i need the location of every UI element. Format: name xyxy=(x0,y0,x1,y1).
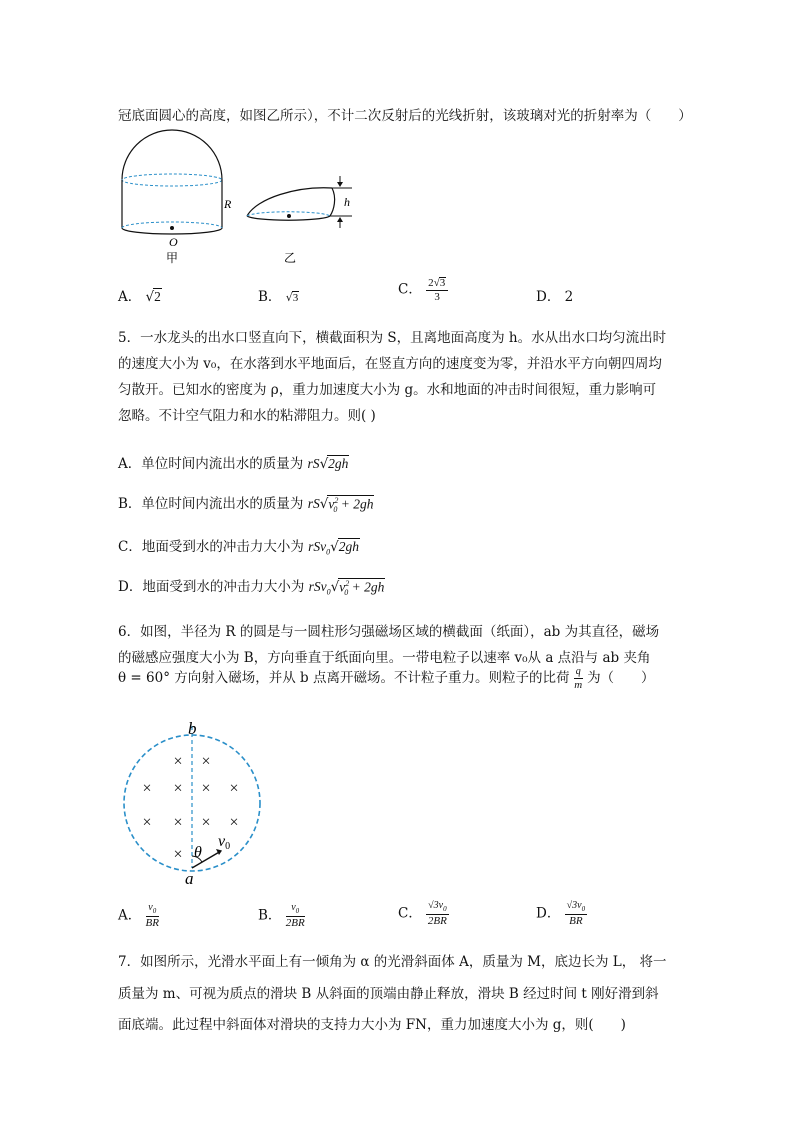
option-text: D．地面受到水的冲击力大小为 xyxy=(118,579,305,595)
q5-option-c[interactable]: C．地面受到水的冲击力大小为 rSv$_0$√2gh xyxy=(118,539,359,557)
label-R: R xyxy=(224,197,232,211)
q5-line-4: 忽略。不计空气阻力和水的粘滞阻力。则( ) xyxy=(118,408,376,424)
cross-mark: × xyxy=(173,780,183,797)
label-a: a xyxy=(185,869,194,888)
cross-mark: × xyxy=(229,780,239,797)
label-b: b xyxy=(188,719,197,738)
cross-mark: × xyxy=(201,753,211,770)
option-math: rS xyxy=(307,456,320,471)
option-letter: D． xyxy=(536,289,561,305)
cross-mark: × xyxy=(142,814,152,831)
q6-line-3 xyxy=(118,666,655,691)
fraction-num: 3v xyxy=(433,900,444,911)
cross-mark: × xyxy=(229,814,239,831)
fraction: $\frac{v_0}{2BR}$ xyxy=(285,902,305,929)
q5-option-d[interactable]: D．地面受到水的冲击力大小为 $rSv_0√v^2_0 + 2gh$ xyxy=(118,578,385,597)
caption-jia: 甲 xyxy=(166,251,179,265)
fraction-den: 2BR xyxy=(285,917,305,929)
caption-yi: 乙 xyxy=(284,251,297,265)
q5-option-b[interactable]: B．单位时间内流出水的质量为 $rS√v^2_0 + 2gh$ xyxy=(118,495,374,514)
fraction-num: 3v xyxy=(572,900,582,911)
q5-line-1: 5．一水龙头的出水口竖直向下，横截面积为 S，且离地面高度为 h。水从出水口均匀流出时 xyxy=(118,330,667,346)
option-radicand: 2gh xyxy=(338,539,359,554)
cross-mark: × xyxy=(201,814,211,831)
q5-option-a[interactable] xyxy=(118,452,349,472)
q4-option-c[interactable] xyxy=(398,277,448,303)
fraction: $\frac{√3v_0}{2BR}$ xyxy=(427,900,447,927)
cross-mark: × xyxy=(173,814,183,831)
label-h: h xyxy=(344,195,350,209)
option-math: rSv xyxy=(308,539,327,554)
q6-magnetic-field-figure xyxy=(120,718,270,888)
option-letter: A． xyxy=(118,907,142,924)
option-value: 3 xyxy=(292,292,299,304)
option-text: C．地面受到水的冲击力大小为 xyxy=(118,539,304,555)
option-value: 2 xyxy=(564,289,574,305)
sqrt-icon: √ xyxy=(566,900,573,911)
q7-line-2: 质量为 m、可视为质点的滑块 B 从斜面的顶端由静止释放，滑块 B 经过时间 t 刚好滑到斜 xyxy=(118,986,659,1002)
sqrt-icon: √ xyxy=(145,289,155,305)
q6-option-a[interactable] xyxy=(118,903,159,929)
fraction-den: 3 xyxy=(434,291,440,303)
option-letter: C． xyxy=(398,905,422,922)
fraction: $\frac{v_0}{BR}$ xyxy=(145,902,159,929)
q4-option-a[interactable] xyxy=(118,285,162,305)
cross-mark: × xyxy=(173,846,183,863)
option-math: rSv xyxy=(308,579,327,594)
q6-option-c[interactable] xyxy=(398,901,449,927)
q4-figure xyxy=(112,128,372,268)
figure-jia xyxy=(122,130,232,265)
figure-yi xyxy=(247,176,352,265)
q6-option-d[interactable] xyxy=(536,901,587,927)
label-theta: θ xyxy=(194,844,202,861)
q7-line-1: 7．如图所示，光滑水平面上有一倾角为 α 的光滑斜面体 A，质量为 M，底边长为 L， 将一 xyxy=(118,954,667,970)
option-text: B．单位时间内流出水的质量为 xyxy=(118,496,304,512)
q4-question-tail: 冠底面圆心的高度，如图乙所示），不计二次反射后的光线折射，该玻璃对光的折射率为（ ） xyxy=(118,108,692,124)
fraction-den: 2BR xyxy=(427,915,447,927)
q6-line-3-text: θ = 60° 方向射入磁场，并从 b 点离开磁场。不计粒子重力。则粒子的比荷 xyxy=(118,670,570,686)
q7-line-3: 面底端。此过程中斜面体对滑块的支持力大小为 FN，重力加速度大小为 g，则( ) xyxy=(118,1017,626,1033)
option-value: 2 xyxy=(154,289,161,304)
cross-mark: × xyxy=(173,753,183,770)
q4-option-d[interactable] xyxy=(536,285,573,305)
q6-line-1: 6．如图，半径为 R 的圆是与一圆柱形匀强磁场区域的横截面（纸面），ab 为其直径，磁场 xyxy=(118,624,660,640)
option-math: rS xyxy=(307,496,320,511)
fraction-num: v xyxy=(148,902,153,913)
option-letter: A． xyxy=(118,289,142,305)
fraction-den: m xyxy=(574,678,583,691)
q6-line-3-tail: 为（ ） xyxy=(587,670,655,686)
q5-line-2: 的速度大小为 v₀，在水落到水平地面后，在竖直方向的速度变为零，并沿水平方向朝四周均 xyxy=(118,356,662,372)
fraction-den: BR xyxy=(145,917,159,929)
fraction xyxy=(426,277,448,303)
sqrt-icon: √ xyxy=(319,456,329,472)
fraction-num: v xyxy=(291,902,296,913)
radicand-v: v xyxy=(339,579,346,594)
charge-mass-fraction xyxy=(574,667,583,691)
sqrt-icon: √ xyxy=(330,579,340,595)
q6-line-2: 的磁感应强度大小为 B，方向垂直于纸面向里。一带电粒子以速率 v₀从 a 点沿与 ab 夹角 xyxy=(118,650,651,666)
fraction-num: 2 xyxy=(428,277,434,289)
option-text: A．单位时间内流出水的质量为 xyxy=(118,456,304,472)
label-O: O xyxy=(169,235,178,249)
option-letter: D． xyxy=(536,905,561,922)
sqrt-icon: √ xyxy=(428,900,434,911)
cross-mark: × xyxy=(142,780,152,797)
radicand-v: v xyxy=(328,496,335,511)
radicand-rest: + 2gh xyxy=(351,579,385,594)
option-letter: C． xyxy=(398,281,422,298)
fraction: $\frac{√3v_0}{BR}$ xyxy=(566,900,586,927)
option-letter: B． xyxy=(258,289,282,305)
q6-option-b[interactable] xyxy=(258,903,305,929)
q5-line-3: 匀散开。已知水的密度为 ρ，重力加速度大小为 g。水和地面的冲击时间很短，重力影响可 xyxy=(118,382,657,398)
sqrt-icon: √ xyxy=(330,539,339,555)
cross-mark: × xyxy=(201,780,211,797)
radicand-rest: + 2gh xyxy=(340,496,374,511)
fraction-rad: 3 xyxy=(439,277,446,289)
fraction-den: BR xyxy=(569,915,583,927)
q4-option-b[interactable] xyxy=(258,285,299,305)
fraction-num: q xyxy=(575,665,581,677)
option-radicand: 2gh xyxy=(328,456,349,471)
sqrt-icon: √ xyxy=(319,496,329,512)
sqrt-icon: √ xyxy=(433,277,440,289)
option-letter: B． xyxy=(258,907,282,924)
label-v0: v0 xyxy=(218,833,231,852)
sqrt-icon: √ xyxy=(285,291,293,304)
